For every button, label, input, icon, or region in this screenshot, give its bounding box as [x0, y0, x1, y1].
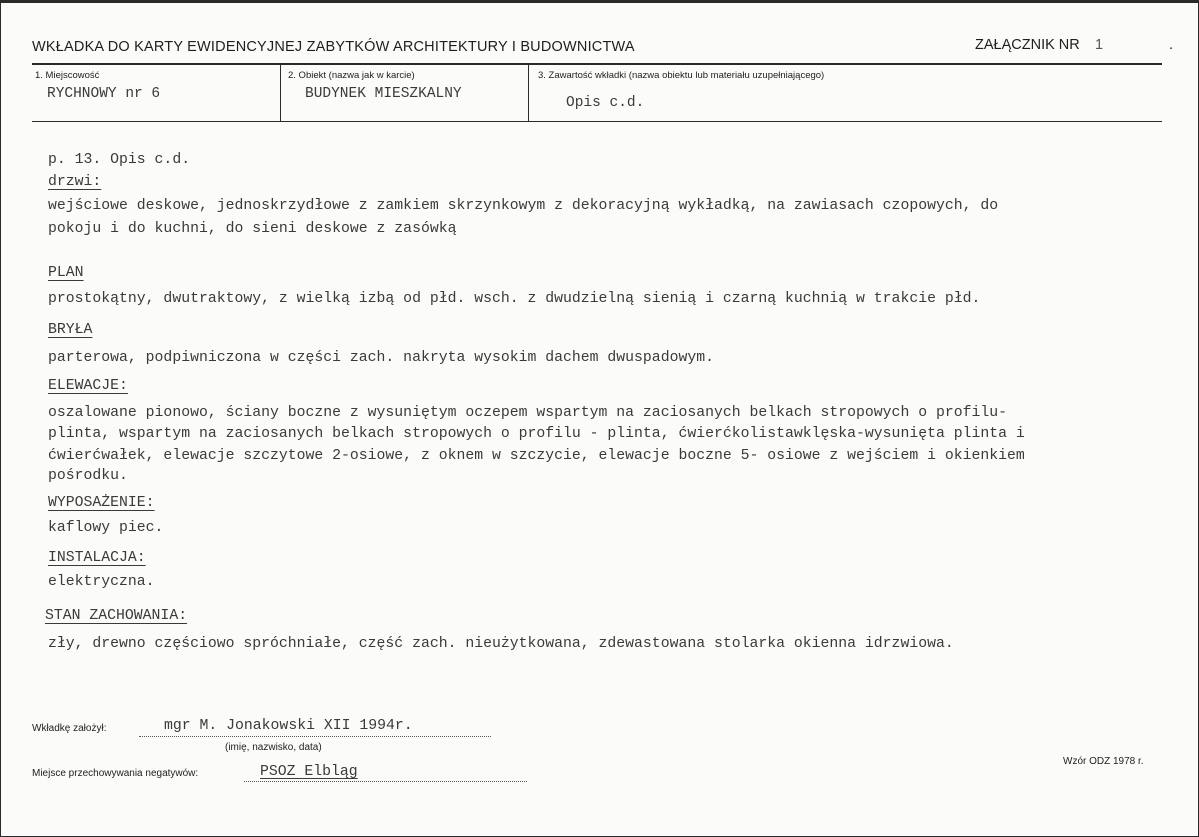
header-trailing-dot: . — [1169, 37, 1174, 53]
author-value: mgr M. Jonakowski XII 1994r. — [164, 718, 413, 734]
wyposazenie-heading: WYPOSAŻENIE: — [48, 495, 155, 511]
elewacje-text-line-3: ćwierćwałek, elewacje szczytowe 2-osiowe, z oknem w szczycie, elewacje boczne 5- osiowe z wejściem i okienkiem — [48, 448, 1025, 464]
plan-heading: PLAN — [48, 265, 84, 281]
stan-text: zły, drewno częściowo spróchniałe, część zach. nieużytkowana, zdewastowana stolarka okienna idrzwiowa. — [48, 636, 954, 652]
field-divider-2 — [528, 64, 529, 122]
annex-label: ZAŁĄCZNIK NR — [975, 37, 1080, 53]
stan-heading: STAN ZACHOWANIA: — [45, 608, 188, 624]
author-label: Wkładkę założył: — [32, 723, 107, 734]
wyposazenie-text: kaflowy piec. — [48, 520, 164, 536]
storage-value: PSOZ Elbląg — [260, 764, 358, 780]
field-divider-1 — [280, 64, 281, 122]
instalacja-heading: INSTALACJA: — [48, 550, 146, 566]
storage-label: Miejsce przechowywania negatywów: — [32, 768, 199, 779]
record-card-sheet — [1, 3, 1198, 836]
plan-text: prostokątny, dwutraktowy, z wielką izbą od płd. wsch. z dwudzielną sienią i czarną kuchnią w trakcie płd. — [48, 291, 981, 307]
author-caption: (imię, nazwisko, data) — [225, 742, 322, 753]
form-title: WKŁADKA DO KARTY EWIDENCYJNEJ ZABYTKÓW ARCHITEKTURY I BUDOWNICTWA — [32, 39, 635, 55]
instalacja-text: elektryczna. — [48, 574, 155, 590]
elewacje-text-line-1: oszalowane pionowo, ściany boczne z wysuniętym oczepem wspartym na zaciosanych belkach stropowych o profilu- — [48, 405, 1007, 421]
content-value: Opis c.d. — [566, 95, 645, 111]
fields-bottom-rule — [32, 121, 1162, 122]
elewacje-text-line-2: plinta, wspartym na zaciosanych belkach stropowych o profilu - plinta, ćwierćkolistawklęska-wysunięta plinta i — [48, 426, 1025, 442]
doors-text-line-1: wejściowe deskowe, jednoskrzydłowe z zamkiem skrzynkowym z dekoracyjną wykładką, na zawiasach czopowych, do — [48, 198, 999, 214]
form-template-label: Wzór ODZ 1978 r. — [1063, 756, 1144, 767]
intro-line: p. 13. Opis c.d. — [48, 152, 191, 168]
doors-heading: drzwi: — [48, 174, 102, 190]
header-rule — [32, 63, 1162, 65]
bryla-heading: BRYŁA — [48, 322, 93, 338]
annex-number: 1 — [1095, 37, 1104, 53]
elewacje-text-line-4: pośrodku. — [48, 468, 128, 484]
elewacje-heading: ELEWACJE: — [48, 378, 128, 394]
object-value: BUDYNEK MIESZKALNY — [305, 86, 462, 102]
doors-text-line-2: pokoju i do kuchni, do sieni deskowe z zasówką — [48, 221, 457, 237]
bryla-text: parterowa, podpiwniczona w części zach. nakryta wysokim dachem dwuspadowym. — [48, 350, 714, 366]
object-label: 2. Obiekt (nazwa jak w karcie) — [288, 70, 415, 81]
locality-label: 1. Miejscowość — [35, 70, 100, 81]
locality-value: RYCHNOWY nr 6 — [47, 86, 161, 102]
content-label: 3. Zawartość wkładki (nazwa obiektu lub materiału uzupełniającego) — [538, 70, 825, 81]
storage-dotted-line — [244, 781, 527, 782]
author-dotted-line — [139, 736, 491, 737]
